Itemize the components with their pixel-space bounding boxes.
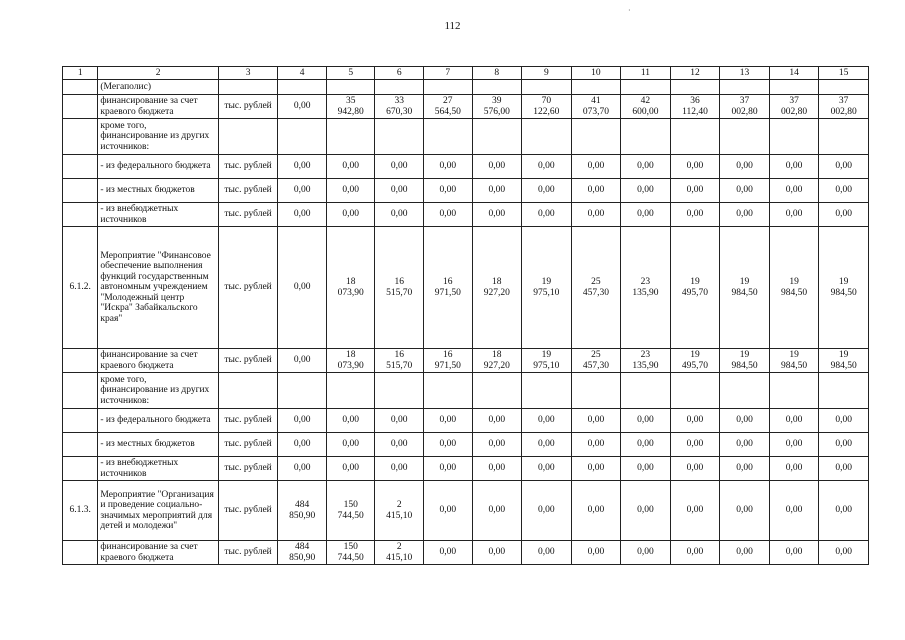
table-row [63,95,869,119]
value-cell: 0,00 [819,541,869,565]
value-cell: 19 984,50 [720,349,770,373]
value-cell: 0,00 [522,433,572,457]
value-cell: 0,00 [720,541,770,565]
item-name-cell: - из местных бюджетов [98,433,218,457]
item-name-cell: финансирование за счет краевого бюджета [98,349,218,373]
value-cell: 0,00 [423,409,472,433]
value-cell [670,373,720,409]
value-cell: 0,00 [670,433,720,457]
value-cell: 42 600,00 [621,95,671,119]
value-cell: 0,00 [571,481,621,541]
value-cell [769,80,819,95]
page-mark: · [628,6,631,15]
value-cell: 0,00 [819,481,869,541]
column-header: 11 [621,67,671,80]
value-cell: 0,00 [571,409,621,433]
value-cell: 0,00 [720,457,770,481]
value-cell: 0,00 [472,155,522,179]
value-cell: 0,00 [819,179,869,203]
item-number-cell [63,541,98,565]
page-number: 112 [444,20,461,32]
item-name-cell: финансирование за счет краевого бюджета [98,95,218,119]
value-cell: 0,00 [819,457,869,481]
value-cell: 0,00 [278,409,327,433]
column-header: 2 [98,67,218,80]
value-cell: 0,00 [720,179,770,203]
column-header: 8 [472,67,522,80]
item-number-cell: 6.1.2. [63,227,98,349]
value-cell [819,119,869,155]
value-cell: 0,00 [326,155,375,179]
unit-cell: тыс. рублей [218,457,278,481]
column-header: 6 [375,67,424,80]
value-cell [326,373,375,409]
value-cell: 23 135,90 [621,349,671,373]
value-cell: 16 515,70 [375,349,424,373]
column-header: 1 [63,67,98,80]
budget-table [62,66,869,565]
value-cell [423,119,472,155]
item-number-cell [63,80,98,95]
value-cell: 0,00 [423,203,472,227]
value-cell: 19 495,70 [670,349,720,373]
value-cell [670,119,720,155]
value-cell: 0,00 [278,457,327,481]
unit-cell: тыс. рублей [218,95,278,119]
value-cell [571,80,621,95]
value-cell: 18 927,20 [472,349,522,373]
value-cell: 0,00 [326,457,375,481]
value-cell: 0,00 [769,179,819,203]
value-cell: 19 495,70 [670,227,720,349]
item-name-cell: - из местных бюджетов [98,179,218,203]
value-cell [423,80,472,95]
value-cell: 0,00 [571,541,621,565]
value-cell: 27 564,50 [423,95,472,119]
value-cell: 0,00 [621,203,671,227]
value-cell: 2 415,10 [375,541,424,565]
table-row [63,179,869,203]
table-row [63,409,869,433]
item-number-cell [63,155,98,179]
column-header: 5 [326,67,375,80]
value-cell: 0,00 [571,155,621,179]
value-cell: 0,00 [670,179,720,203]
value-cell: 0,00 [621,155,671,179]
value-cell [670,80,720,95]
value-cell: 0,00 [522,457,572,481]
value-cell: 0,00 [522,481,572,541]
column-header: 10 [571,67,621,80]
unit-cell [218,373,278,409]
item-name-cell: - из федерального бюджета [98,409,218,433]
value-cell: 0,00 [720,433,770,457]
item-name-cell: - из федерального бюджета [98,155,218,179]
value-cell [522,80,572,95]
value-cell: 19 984,50 [720,227,770,349]
column-header: 9 [522,67,572,80]
value-cell: 19 975,10 [522,227,572,349]
value-cell: 0,00 [522,541,572,565]
value-cell: 0,00 [621,541,671,565]
value-cell: 19 984,50 [819,227,869,349]
value-cell: 0,00 [278,349,327,373]
value-cell: 0,00 [326,203,375,227]
value-cell: 0,00 [769,203,819,227]
value-cell: 25 457,30 [571,227,621,349]
value-cell: 0,00 [375,203,424,227]
table-row [63,433,869,457]
value-cell: 0,00 [769,481,819,541]
value-cell: 0,00 [670,481,720,541]
value-cell: 0,00 [472,481,522,541]
value-cell [769,119,819,155]
value-cell: 19 984,50 [769,349,819,373]
table-row [63,373,869,409]
value-cell: 0,00 [278,95,327,119]
value-cell: 0,00 [472,541,522,565]
value-cell: 0,00 [522,409,572,433]
table-row [63,349,869,373]
value-cell: 0,00 [326,179,375,203]
value-cell [472,80,522,95]
item-name-cell: Мероприятие "Финансовое обеспечение выполнения функций государственным автономным учреждением "Молодежный центр "Искра" Забайкальского края" [98,227,218,349]
value-cell: 70 122,60 [522,95,572,119]
value-cell: 0,00 [720,481,770,541]
value-cell: 0,00 [769,409,819,433]
item-name-cell: кроме того, финансирование из других источников: [98,119,218,155]
unit-cell: тыс. рублей [218,155,278,179]
value-cell: 0,00 [571,179,621,203]
value-cell: 0,00 [819,409,869,433]
value-cell: 0,00 [769,155,819,179]
value-cell: 0,00 [670,155,720,179]
item-number-cell [63,179,98,203]
item-number-cell [63,457,98,481]
value-cell: 0,00 [278,179,327,203]
item-name-cell: - из внебюджетных источников [98,457,218,481]
value-cell [326,80,375,95]
value-cell: 0,00 [278,227,327,349]
value-cell [621,373,671,409]
value-cell [571,119,621,155]
value-cell [720,119,770,155]
value-cell [278,80,327,95]
value-cell: 0,00 [375,433,424,457]
unit-cell: тыс. рублей [218,203,278,227]
value-cell [621,80,671,95]
value-cell: 0,00 [423,179,472,203]
item-number-cell [63,119,98,155]
value-cell: 19 975,10 [522,349,572,373]
value-cell: 0,00 [472,179,522,203]
value-cell: 0,00 [326,409,375,433]
table-row [63,155,869,179]
value-cell: 0,00 [278,155,327,179]
value-cell: 0,00 [522,179,572,203]
value-cell: 0,00 [670,203,720,227]
table-row [63,203,869,227]
value-cell: 36 112,40 [670,95,720,119]
column-header: 4 [278,67,327,80]
value-cell: 0,00 [375,457,424,481]
value-cell [375,80,424,95]
value-cell: 0,00 [423,541,472,565]
value-cell [326,119,375,155]
value-cell [278,119,327,155]
item-name-cell: кроме того, финансирование из других источников: [98,373,218,409]
value-cell: 0,00 [621,481,671,541]
value-cell: 0,00 [278,433,327,457]
item-name-cell: финансирование за счет краевого бюджета [98,541,218,565]
value-cell: 0,00 [472,203,522,227]
value-cell [522,119,572,155]
column-header: 13 [720,67,770,80]
value-cell [522,373,572,409]
value-cell: 0,00 [720,155,770,179]
value-cell: 0,00 [670,541,720,565]
table-row [63,481,869,541]
item-number-cell [63,95,98,119]
unit-cell: тыс. рублей [218,541,278,565]
column-header: 3 [218,67,278,80]
value-cell: 0,00 [571,433,621,457]
unit-cell: тыс. рублей [218,433,278,457]
value-cell: 19 984,50 [769,227,819,349]
value-cell: 39 576,00 [472,95,522,119]
value-cell: 0,00 [571,203,621,227]
unit-cell: тыс. рублей [218,409,278,433]
value-cell: 18 927,20 [472,227,522,349]
item-number-cell [63,373,98,409]
value-cell [472,119,522,155]
value-cell: 0,00 [769,541,819,565]
item-name-cell: - из внебюджетных источников [98,203,218,227]
header-row [63,67,869,80]
value-cell: 18 073,90 [326,349,375,373]
value-cell: 16 971,50 [423,349,472,373]
value-cell: 0,00 [819,155,869,179]
value-cell: 0,00 [571,457,621,481]
item-number-cell [63,433,98,457]
value-cell: 0,00 [472,457,522,481]
unit-cell: тыс. рублей [218,481,278,541]
value-cell: 18 073,90 [326,227,375,349]
value-cell: 150 744,50 [326,541,375,565]
value-cell: 0,00 [375,409,424,433]
value-cell [819,80,869,95]
value-cell: 25 457,30 [571,349,621,373]
value-cell: 0,00 [278,203,327,227]
table-row [63,119,869,155]
value-cell: 0,00 [720,203,770,227]
column-header: 12 [670,67,720,80]
value-cell: 16 515,70 [375,227,424,349]
value-cell: 484 850,90 [278,481,327,541]
value-cell: 37 002,80 [720,95,770,119]
item-number-cell [63,203,98,227]
value-cell: 0,00 [423,481,472,541]
value-cell: 0,00 [819,433,869,457]
value-cell: 37 002,80 [819,95,869,119]
unit-cell: тыс. рублей [218,227,278,349]
unit-cell [218,119,278,155]
table-row [63,80,869,95]
unit-cell: тыс. рублей [218,179,278,203]
value-cell: 484 850,90 [278,541,327,565]
value-cell: 150 744,50 [326,481,375,541]
value-cell: 0,00 [472,409,522,433]
item-name-cell: (Мегаполис) [98,80,218,95]
value-cell: 0,00 [423,433,472,457]
value-cell: 41 073,70 [571,95,621,119]
value-cell: 0,00 [819,203,869,227]
value-cell: 23 135,90 [621,227,671,349]
value-cell: 0,00 [522,203,572,227]
value-cell [423,373,472,409]
value-cell: 0,00 [621,179,671,203]
table-row [63,541,869,565]
value-cell [472,373,522,409]
value-cell [769,373,819,409]
value-cell: 0,00 [621,409,671,433]
value-cell: 0,00 [375,155,424,179]
unit-cell [218,80,278,95]
value-cell: 0,00 [472,433,522,457]
value-cell: 33 670,30 [375,95,424,119]
value-cell: 0,00 [720,409,770,433]
value-cell [720,80,770,95]
value-cell: 0,00 [326,433,375,457]
item-number-cell [63,409,98,433]
column-header: 7 [423,67,472,80]
value-cell [819,373,869,409]
value-cell: 0,00 [423,457,472,481]
value-cell: 37 002,80 [769,95,819,119]
item-name-cell: Мероприятие "Организация и проведение социально-значимых мероприятий для детей и молодежи" [98,481,218,541]
value-cell [571,373,621,409]
value-cell: 0,00 [670,409,720,433]
value-cell: 0,00 [670,457,720,481]
value-cell [621,119,671,155]
table-row [63,227,869,349]
value-cell: 19 984,50 [819,349,869,373]
column-header: 15 [819,67,869,80]
value-cell: 0,00 [769,457,819,481]
value-cell: 2 415,10 [375,481,424,541]
value-cell [720,373,770,409]
unit-cell: тыс. рублей [218,349,278,373]
column-header: 14 [769,67,819,80]
value-cell: 16 971,50 [423,227,472,349]
table-row [63,457,869,481]
value-cell [278,373,327,409]
value-cell: 0,00 [375,179,424,203]
item-number-cell: 6.1.3. [63,481,98,541]
value-cell [375,119,424,155]
value-cell [375,373,424,409]
item-number-cell [63,349,98,373]
value-cell: 0,00 [621,433,671,457]
value-cell: 0,00 [522,155,572,179]
value-cell: 0,00 [621,457,671,481]
value-cell: 35 942,80 [326,95,375,119]
value-cell: 0,00 [769,433,819,457]
value-cell: 0,00 [423,155,472,179]
